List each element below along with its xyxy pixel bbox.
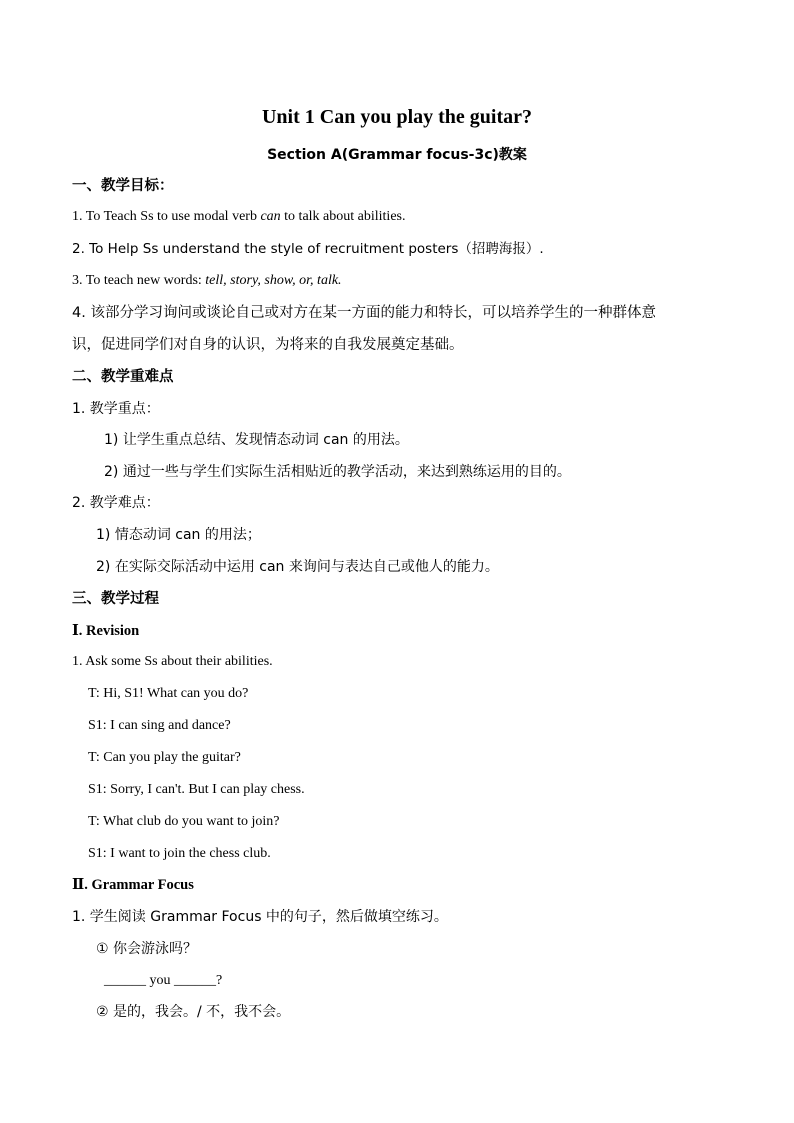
exercise-blank-1: ______ you ______? [104,973,223,988]
dialogue-line: S1: I can sing and dance? [88,718,231,733]
difficult-points-label: 2. 教学难点： [72,495,160,511]
objective-item-3: 3. To teach new words: tell, story, show, or, talk. [72,273,342,288]
grammar-focus-intro: 1. 学生阅读 Grammar Focus 中的句子，然后做填空练习。 [72,909,448,925]
document-subtitle: Section A(Grammar focus-3c)教案 [267,147,527,163]
objective-item-2: 2. To Help Ss understand the style of recruitment posters（招聘海报）. [72,241,544,257]
exercise-question-2: ② 是的，我会。/ 不，我不会。 [96,1004,291,1020]
document-title: Unit 1 Can you play the guitar? [261,106,533,128]
section-heading-process: 三、教学过程 [72,591,159,607]
dialogue-line: T: What club do you want to join? [88,814,280,829]
dialogue-line: T: Can you play the guitar? [88,750,241,765]
key-point-1: 1) 让学生重点总结、发现情态动词 can 的用法。 [104,432,409,448]
dialogue-line: S1: I want to join the chess club. [88,846,271,861]
difficult-point-1: 1) 情态动词 can 的用法； [96,527,261,543]
objective-item-1: 1. To Teach Ss to use modal verb can to talk about abilities. [72,209,406,224]
revision-intro: 1. Ask some Ss about their abilities. [72,654,273,669]
key-points-label: 1. 教学重点： [72,401,160,417]
dialogue-line: T: Hi, S1! What can you do? [88,686,249,701]
key-point-2: 2) 通过一些与学生们实际生活相贴近的教学活动，来达到熟练运用的目的。 [104,464,571,480]
subsection-heading-grammar-focus: Ⅱ. Grammar Focus [72,877,194,893]
objective-item-4-line-1: 4. 该部分学习询问或谈论自己或对方在某一方面的能力和特长，可以培养学生的一种群体意 [72,305,656,321]
objective-item-4-line-2: 识，促进同学们对自身的认识，为将来的自我发展奠定基础。 [72,337,464,353]
exercise-question-1: ① 你会游泳吗？ [96,941,198,957]
section-heading-objectives: 一、教学目标： [72,178,174,194]
subsection-heading-revision: Ⅰ. Revision [72,623,140,639]
dialogue-line: S1: Sorry, I can't. But I can play chess. [88,782,305,797]
section-heading-key-points: 二、教学重难点 [72,369,174,385]
difficult-point-2: 2) 在实际交际活动中运用 can 来询问与表达自己或他人的能力。 [96,559,499,575]
